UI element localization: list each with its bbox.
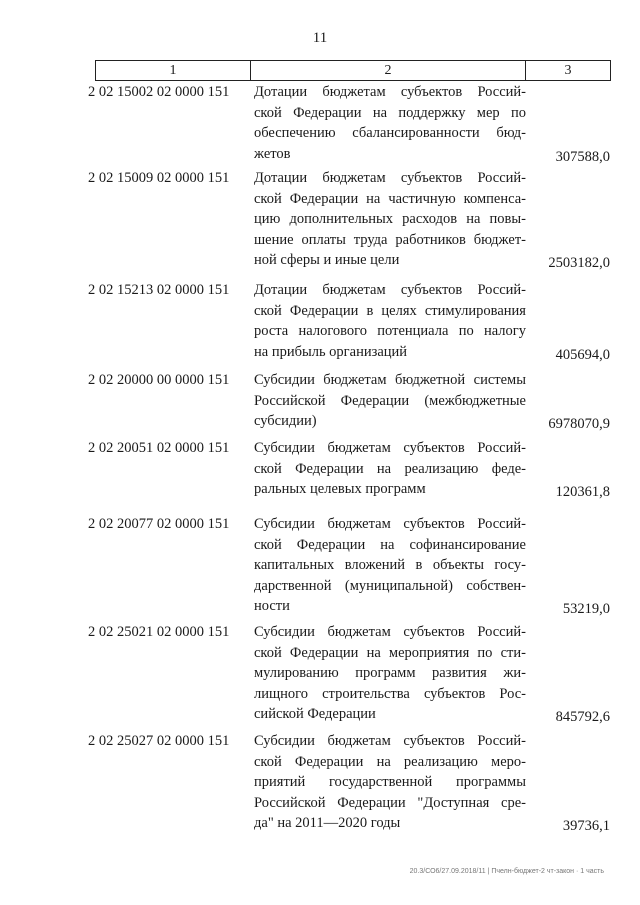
- item-description: [254, 438, 526, 500]
- description-line: Российской Федерации (межбюджетные: [254, 392, 526, 409]
- description-line: лищного строительства субъектов Рос-: [254, 685, 526, 702]
- description-line: Дотации бюджетам субъектов Россий-: [254, 84, 526, 100]
- description-line: ской Федерации на поддержку мер по: [254, 104, 526, 121]
- description-line: Субсидии бюджетам субъектов Россий-: [254, 516, 526, 532]
- header-col-1: 1: [96, 61, 251, 80]
- description-line: капитальных вложений в объекты госу-: [254, 557, 526, 573]
- amount-value: 845792,6: [555, 709, 610, 725]
- budget-code: 2 02 15009 02 0000 151: [88, 170, 230, 186]
- amount-value: 307588,0: [555, 148, 610, 165]
- item-description: [254, 514, 526, 617]
- amount-value: 53219,0: [562, 601, 610, 617]
- description-line: Субсидии бюджетам субъектов Россий-: [254, 440, 526, 456]
- description-line: Субсидии бюджетам субъектов Россий-: [254, 624, 526, 640]
- description-line: Дотации бюджетам субъектов Россий-: [254, 170, 526, 186]
- budget-code: 2 02 25021 02 0000 151: [88, 624, 230, 640]
- description-line: Субсидии бюджетам бюджетной системы: [254, 372, 526, 388]
- description-line: приятий государственной программы: [254, 774, 526, 790]
- description-line: Дотации бюджетам субъектов Россий-: [254, 282, 526, 298]
- description-line: ской Федерации на софинансирование: [254, 536, 526, 553]
- description-line: обеспечению сбалансированности бюд-: [254, 125, 526, 141]
- item-description: [254, 82, 526, 164]
- description-line: цию дополнительных расходов на повы-: [254, 211, 526, 227]
- page-number: 11: [312, 30, 328, 46]
- item-description: [254, 622, 526, 725]
- description-line: Российской Федерации "Доступная сре-: [254, 794, 526, 811]
- description-line: ской Федерации на реализацию феде-: [254, 460, 526, 477]
- description-line: ской Федерации на реализацию меро-: [254, 753, 526, 770]
- budget-code: 2 02 20051 02 0000 151: [88, 440, 230, 456]
- budget-code: 2 02 15213 02 0000 151: [88, 282, 230, 298]
- amount-value: 120361,8: [555, 484, 610, 500]
- description-line: жетов: [254, 145, 291, 162]
- amount-value: 6978070,9: [548, 416, 610, 432]
- description-line: субсидии): [254, 413, 317, 429]
- description-line: роста налогового потенциала по налогу: [254, 323, 526, 339]
- description-line: дарственной (муниципальной) собствен-: [254, 577, 526, 594]
- description-line: ской Федерации на мероприятия по сти-: [254, 644, 526, 661]
- item-description: [254, 280, 526, 362]
- description-line: Субсидии бюджетам субъектов Россий-: [254, 733, 526, 749]
- description-line: да" на 2011—2020 годы: [254, 815, 401, 831]
- amount-value: 2503182,0: [548, 255, 610, 271]
- header-col-2: 2: [251, 61, 526, 80]
- item-description: [254, 370, 526, 432]
- amount-value: 39736,1: [562, 818, 610, 834]
- table-header: [95, 60, 611, 81]
- amount-value: 405694,0: [555, 346, 610, 363]
- description-line: ской Федерации на частичную компенса-: [254, 190, 526, 207]
- budget-code: 2 02 20077 02 0000 151: [88, 516, 230, 532]
- budget-code: 2 02 15002 02 0000 151: [88, 84, 230, 100]
- description-line: ной сферы и иные цели: [254, 252, 400, 268]
- item-description: [254, 168, 526, 271]
- budget-code: 2 02 20000 00 0000 151: [88, 372, 230, 388]
- description-line: на прибыль организаций: [254, 343, 408, 360]
- description-line: ской Федерации в целях стимулирования: [254, 302, 526, 319]
- description-line: сийской Федерации: [254, 706, 376, 722]
- description-line: ности: [254, 598, 290, 614]
- description-line: мулированию программ развития жи-: [254, 665, 526, 681]
- description-line: ральных целевых программ: [254, 481, 426, 497]
- footer-stamp: 20.3/СО6/27.09.2018/11 | Пчелн-бюджет-2 чт-закон · 1 часть: [409, 868, 604, 875]
- budget-code: 2 02 25027 02 0000 151: [88, 733, 230, 749]
- item-description: [254, 731, 526, 834]
- description-line: шение оплаты труда работников бюджет-: [254, 231, 526, 248]
- header-col-3: 3: [564, 63, 572, 78]
